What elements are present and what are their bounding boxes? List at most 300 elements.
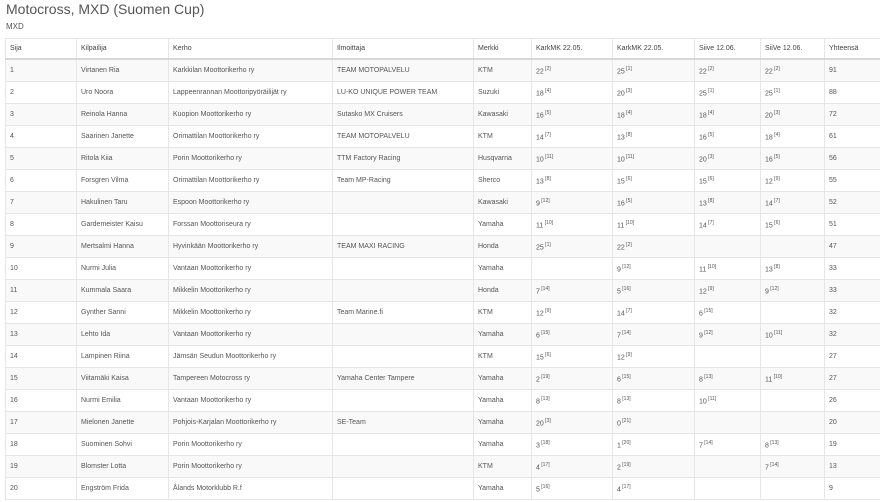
race-position: [11]: [772, 329, 783, 336]
cell-rider: Lehto Ida: [77, 324, 169, 346]
race-position: [19]: [620, 461, 631, 468]
cell-race-1: [532, 412, 613, 434]
race-points: 9: [617, 266, 621, 274]
race-points: 25: [699, 90, 707, 98]
cell-entrant: [333, 192, 474, 214]
cell-total: 61: [825, 126, 880, 148]
cell-brand: Yamaha: [474, 478, 532, 500]
cell-total: 56: [825, 148, 880, 170]
cell-race-3: [695, 368, 761, 390]
cell-total: 20: [825, 412, 880, 434]
cell-race-3: [695, 412, 761, 434]
table-row: [6, 258, 880, 280]
race-position: [13]: [539, 395, 550, 402]
race-points: 9: [536, 200, 540, 208]
race-points: 11: [536, 222, 544, 230]
cell-race-2: [613, 324, 695, 346]
cell-rank: 7: [6, 192, 77, 214]
race-position: [12]: [702, 329, 713, 336]
race-position: [7]: [706, 219, 714, 226]
cell-race-1: [532, 456, 613, 478]
race-points: 20: [536, 420, 544, 428]
cell-rank: 3: [6, 104, 77, 126]
cell-total: 13: [825, 456, 880, 478]
cell-total: 32: [825, 302, 880, 324]
race-position: [13]: [620, 395, 631, 402]
race-position: [14]: [702, 439, 713, 446]
race-position: [16]: [539, 483, 550, 490]
cell-race-2: [613, 82, 695, 104]
cell-race-4: [761, 236, 825, 258]
cell-rank: 19: [6, 456, 77, 478]
cell-race-2: [613, 456, 695, 478]
cell-rank: 15: [6, 368, 77, 390]
cell-race-2: [613, 390, 695, 412]
cell-race-1: [532, 104, 613, 126]
race-position: [15]: [620, 373, 631, 380]
cell-race-1: [532, 148, 613, 170]
race-points: 25: [617, 68, 625, 76]
cell-rank: 6: [6, 170, 77, 192]
race-points: 10: [617, 156, 625, 164]
cell-rank: 20: [6, 478, 77, 500]
cell-brand: KTM: [474, 346, 532, 368]
race-position: [15]: [539, 329, 550, 336]
cell-entrant: TEAM MAXI RACING: [333, 236, 474, 258]
cell-race-4: [761, 478, 825, 500]
race-points: 20: [699, 156, 707, 164]
race-points: 14: [765, 200, 773, 208]
race-position: [4]: [706, 109, 714, 116]
cell-race-1: [532, 478, 613, 500]
race-position: [6]: [706, 175, 714, 182]
col-header-karkmk-1[interactable]: KarkMK 22.05.: [532, 39, 613, 60]
cell-race-1: [532, 214, 613, 236]
cell-club: Vantaan Moottorikerho ry: [169, 390, 333, 412]
cell-race-4: [761, 59, 825, 82]
race-position: [12]: [539, 197, 550, 204]
race-position: [10]: [772, 373, 783, 380]
cell-club: Orimattilan Moottorikerho ry: [169, 170, 333, 192]
race-position: [13]: [768, 439, 779, 446]
cell-rank: 9: [6, 236, 77, 258]
class-label: MXD: [6, 22, 24, 31]
race-points: 8: [536, 398, 540, 406]
race-position: [17]: [620, 483, 631, 490]
race-points: 6: [617, 376, 621, 384]
cell-rider: Saarinen Janette: [77, 126, 169, 148]
cell-rank: 5: [6, 148, 77, 170]
race-position: [8]: [706, 197, 714, 204]
cell-brand: KTM: [474, 302, 532, 324]
cell-club: Espoon Moottorikerho ry: [169, 192, 333, 214]
race-points: 14: [617, 310, 625, 318]
race-position: [1]: [543, 241, 551, 248]
table-row: [6, 126, 880, 148]
cell-rank: 13: [6, 324, 77, 346]
cell-race-1: [532, 346, 613, 368]
cell-entrant: [333, 346, 474, 368]
cell-rider: Forsgren Vilma: [77, 170, 169, 192]
race-position: [19]: [539, 373, 550, 380]
cell-rank: 16: [6, 390, 77, 412]
cell-brand: Yamaha: [474, 412, 532, 434]
race-position: [9]: [624, 351, 632, 358]
race-points: 11: [617, 222, 625, 230]
cell-race-3: [695, 236, 761, 258]
race-points: 4: [617, 486, 621, 494]
table-header: [6, 39, 880, 60]
cell-race-3: [695, 126, 761, 148]
race-position: [4]: [772, 131, 780, 138]
cell-race-2: [613, 126, 695, 148]
cell-race-4: [761, 368, 825, 390]
cell-total: 33: [825, 280, 880, 302]
race-points: 3: [536, 442, 540, 450]
col-header-merkki[interactable]: Merkki: [474, 39, 532, 60]
cell-race-4: [761, 148, 825, 170]
race-position: [7]: [543, 131, 551, 138]
cell-race-4: [761, 170, 825, 192]
cell-total: 52: [825, 192, 880, 214]
col-header-sija[interactable]: Sija: [6, 39, 77, 60]
race-points: 7: [617, 332, 621, 340]
cell-race-2: [613, 346, 695, 368]
race-position: [14]: [768, 461, 779, 468]
race-points: 14: [699, 222, 707, 230]
table-row: [6, 280, 880, 302]
race-points: 13: [536, 178, 544, 186]
race-points: 9: [699, 332, 703, 340]
cell-race-1: [532, 368, 613, 390]
cell-entrant: [333, 390, 474, 412]
race-position: [10]: [706, 263, 717, 270]
cell-total: 32: [825, 324, 880, 346]
cell-rank: 18: [6, 434, 77, 456]
col-header-kilpailija[interactable]: Kilpailija: [77, 39, 169, 60]
cell-race-3: [695, 346, 761, 368]
race-points: 9: [765, 288, 769, 296]
cell-race-2: [613, 148, 695, 170]
race-position: [10]: [624, 219, 635, 226]
race-position: [16]: [620, 285, 631, 292]
cell-race-3: [695, 59, 761, 82]
cell-club: Vantaan Moottorikerho ry: [169, 258, 333, 280]
cell-club: Ålands Motorklubb R.f: [169, 478, 333, 500]
cell-rider: Blomster Lotta: [77, 456, 169, 478]
cell-rider: Kummala Saara: [77, 280, 169, 302]
cell-race-3: [695, 280, 761, 302]
cell-rank: 17: [6, 412, 77, 434]
cell-rider: Nurmi Julia: [77, 258, 169, 280]
cell-rider: Viitamäki Kaisa: [77, 368, 169, 390]
table-row: [6, 346, 880, 368]
cell-race-1: [532, 236, 613, 258]
cell-rank: 11: [6, 280, 77, 302]
cell-race-2: [613, 412, 695, 434]
cell-total: 9: [825, 478, 880, 500]
cell-rider: Engström Frida: [77, 478, 169, 500]
cell-race-1: [532, 170, 613, 192]
race-position: [3]: [706, 153, 714, 160]
race-points: 25: [536, 244, 544, 252]
cell-club: Karkkilan Moottorikerho ry: [169, 59, 333, 82]
cell-race-3: [695, 104, 761, 126]
race-position: [1]: [624, 65, 632, 72]
cell-club: Hyvinkään Moottorikerho ry: [169, 236, 333, 258]
race-position: [12]: [620, 263, 631, 270]
race-points: 22: [699, 68, 707, 76]
col-header-siive-2[interactable]: SiiVe 12.06.: [761, 39, 825, 60]
race-position: [2]: [624, 241, 632, 248]
race-position: [8]: [624, 131, 632, 138]
cell-race-1: [532, 280, 613, 302]
race-position: [11]: [543, 153, 554, 160]
race-points: 12: [765, 178, 773, 186]
cell-total: 27: [825, 368, 880, 390]
cell-brand: Suzuki: [474, 82, 532, 104]
cell-race-2: [613, 170, 695, 192]
table-row: [6, 456, 880, 478]
cell-race-1: [532, 434, 613, 456]
race-points: 18: [765, 134, 773, 142]
cell-brand: Yamaha: [474, 258, 532, 280]
col-header-ilmoittaja[interactable]: Ilmoittaja: [333, 39, 474, 60]
race-position: [5]: [706, 131, 714, 138]
race-position: [2]: [543, 65, 551, 72]
cell-race-3: [695, 390, 761, 412]
cell-club: Mikkelin Moottorikerho ry: [169, 280, 333, 302]
cell-entrant: Team MP-Racing: [333, 170, 474, 192]
cell-race-3: [695, 478, 761, 500]
race-position: [20]: [620, 439, 631, 446]
race-position: [2]: [706, 65, 714, 72]
cell-brand: KTM: [474, 59, 532, 82]
race-points: 6: [536, 332, 540, 340]
race-position: [13]: [702, 373, 713, 380]
table-row: [6, 170, 880, 192]
race-position: [4]: [543, 87, 551, 94]
cell-total: 47: [825, 236, 880, 258]
cell-rank: 12: [6, 302, 77, 324]
col-header-karkmk-2[interactable]: KarkMK 22.05.: [613, 39, 695, 60]
race-points: 7: [765, 464, 769, 472]
cell-race-3: [695, 434, 761, 456]
cell-race-4: [761, 192, 825, 214]
race-points: 22: [765, 68, 773, 76]
cell-rank: 8: [6, 214, 77, 236]
race-points: 22: [617, 244, 625, 252]
page-title: Motocross, MXD (Suomen Cup): [6, 1, 205, 17]
race-points: 15: [536, 354, 544, 362]
race-points: 20: [617, 90, 625, 98]
cell-rider: Mertsalmi Hanna: [77, 236, 169, 258]
cell-race-1: [532, 302, 613, 324]
cell-race-4: [761, 346, 825, 368]
race-points: 7: [536, 288, 540, 296]
cell-race-4: [761, 412, 825, 434]
header-row: [6, 39, 880, 60]
cell-race-4: [761, 280, 825, 302]
race-position: [9]: [543, 307, 551, 314]
race-points: 11: [699, 266, 707, 274]
cell-race-2: [613, 236, 695, 258]
cell-race-3: [695, 324, 761, 346]
cell-total: 55: [825, 170, 880, 192]
cell-entrant: TTM Factory Racing: [333, 148, 474, 170]
cell-race-4: [761, 434, 825, 456]
results-table: [5, 38, 880, 500]
race-position: [9]: [706, 285, 714, 292]
cell-brand: KTM: [474, 126, 532, 148]
race-points: 8: [765, 442, 769, 450]
cell-brand: Yamaha: [474, 390, 532, 412]
cell-rider: Lampinen Riina: [77, 346, 169, 368]
race-points: 13: [617, 134, 625, 142]
table-row: [6, 214, 880, 236]
race-position: [14]: [620, 329, 631, 336]
cell-rider: Gardemeister Kaisu: [77, 214, 169, 236]
cell-race-1: [532, 82, 613, 104]
cell-race-4: [761, 456, 825, 478]
race-points: 16: [536, 112, 544, 120]
cell-club: Mikkelin Moottorikerho ry: [169, 302, 333, 324]
race-points: 8: [617, 398, 621, 406]
cell-brand: Yamaha: [474, 434, 532, 456]
race-points: 13: [699, 200, 707, 208]
cell-race-3: [695, 148, 761, 170]
race-position: [1]: [706, 87, 714, 94]
race-points: 16: [617, 200, 625, 208]
cell-entrant: [333, 434, 474, 456]
race-position: [3]: [543, 417, 551, 424]
cell-rank: 14: [6, 346, 77, 368]
race-points: 5: [536, 486, 540, 494]
race-position: [6]: [543, 351, 551, 358]
cell-race-1: [532, 126, 613, 148]
race-position: [7]: [772, 197, 780, 204]
cell-total: 33: [825, 258, 880, 280]
cell-rider: Reinola Hanna: [77, 104, 169, 126]
table-row: [6, 390, 880, 412]
cell-entrant: [333, 258, 474, 280]
race-points: 12: [536, 310, 544, 318]
race-points: 15: [765, 222, 773, 230]
cell-club: Vantaan Moottorikerho ry: [169, 324, 333, 346]
race-position: [2]: [772, 65, 780, 72]
race-points: 1: [617, 442, 621, 450]
cell-rider: Virtanen Ria: [77, 59, 169, 82]
race-position: [18]: [539, 439, 550, 446]
cell-brand: Honda: [474, 280, 532, 302]
cell-race-1: [532, 258, 613, 280]
cell-race-2: [613, 280, 695, 302]
cell-brand: Yamaha: [474, 324, 532, 346]
race-points: 22: [536, 68, 544, 76]
race-points: 4: [536, 464, 540, 472]
race-points: 7: [699, 442, 703, 450]
cell-race-4: [761, 302, 825, 324]
cell-rider: Uro Noora: [77, 82, 169, 104]
table-body: [6, 59, 880, 500]
cell-race-1: [532, 324, 613, 346]
cell-race-3: [695, 258, 761, 280]
cell-rank: 4: [6, 126, 77, 148]
race-points: 16: [765, 156, 773, 164]
cell-race-4: [761, 214, 825, 236]
cell-rider: Nurmi Emilia: [77, 390, 169, 412]
race-position: [15]: [702, 307, 713, 314]
cell-brand: Yamaha: [474, 368, 532, 390]
table-row: [6, 148, 880, 170]
cell-race-4: [761, 126, 825, 148]
cell-brand: Honda: [474, 236, 532, 258]
cell-race-2: [613, 104, 695, 126]
cell-race-2: [613, 302, 695, 324]
col-header-yhteensa[interactable]: Yhteensä: [825, 39, 880, 60]
cell-entrant: Yamaha Center Tampere: [333, 368, 474, 390]
cell-entrant: SE-Team: [333, 412, 474, 434]
cell-entrant: [333, 478, 474, 500]
table-row: [6, 478, 880, 500]
cell-race-1: [532, 390, 613, 412]
race-points: 0: [617, 420, 621, 428]
race-points: 11: [765, 376, 773, 384]
cell-rider: Hakulinen Taru: [77, 192, 169, 214]
race-position: [5]: [624, 197, 632, 204]
cell-race-2: [613, 214, 695, 236]
race-position: [11]: [706, 395, 717, 402]
race-points: 10: [765, 332, 773, 340]
cell-race-3: [695, 456, 761, 478]
cell-club: Orimattilan Moottorikerho ry: [169, 126, 333, 148]
col-header-kerho[interactable]: Kerho: [169, 39, 333, 60]
cell-entrant: [333, 324, 474, 346]
cell-brand: Kawasaki: [474, 104, 532, 126]
cell-race-4: [761, 258, 825, 280]
table-row: [6, 192, 880, 214]
cell-race-2: [613, 59, 695, 82]
race-points: 10: [699, 398, 707, 406]
cell-total: 91: [825, 59, 880, 82]
cell-race-1: [532, 192, 613, 214]
cell-rank: 1: [6, 59, 77, 82]
cell-total: 51: [825, 214, 880, 236]
cell-brand: KTM: [474, 456, 532, 478]
cell-race-4: [761, 390, 825, 412]
col-header-siive-1[interactable]: Siive 12.06.: [695, 39, 761, 60]
table-row: [6, 434, 880, 456]
table-row: [6, 82, 880, 104]
race-points: 8: [699, 376, 703, 384]
race-points: 20: [765, 112, 773, 120]
cell-club: Porin Moottorikerho ry: [169, 434, 333, 456]
cell-rider: Suominen Sohvi: [77, 434, 169, 456]
cell-entrant: [333, 214, 474, 236]
cell-race-2: [613, 192, 695, 214]
table-row: [6, 236, 880, 258]
race-points: 12: [617, 354, 625, 362]
cell-race-3: [695, 214, 761, 236]
cell-club: Forssan Moottoriseura ry: [169, 214, 333, 236]
race-points: 15: [699, 178, 707, 186]
cell-club: Pohjois-Karjalan Moottorikerho ry: [169, 412, 333, 434]
race-points: 13: [765, 266, 773, 274]
cell-brand: Sherco: [474, 170, 532, 192]
cell-race-1: [532, 59, 613, 82]
race-points: 25: [765, 90, 773, 98]
cell-race-3: [695, 170, 761, 192]
